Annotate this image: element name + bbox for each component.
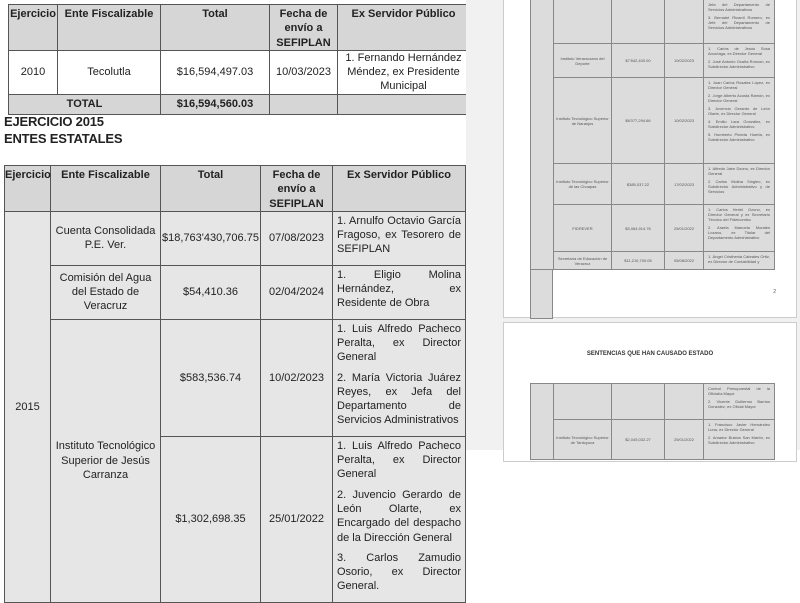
cell-ejercicio [531, 384, 554, 460]
header-ex: Ex Servidor Público [333, 166, 466, 212]
table-row [531, 384, 775, 420]
cell-ejercicio: 2010 [9, 50, 58, 94]
ex-servidor: 1. Arnulfo Octavio García Fragoso, ex Tesorero de SEFIPLAN [337, 214, 461, 256]
cell-ex [704, 252, 775, 270]
table-row [531, 0, 775, 44]
ex-servidor: 1. Juan Carlos Rosales López, ex Director General [708, 80, 770, 90]
table-row [531, 252, 775, 270]
page1-table [530, 0, 775, 270]
cell-total [612, 0, 665, 44]
cell-total: $385,037.22 [612, 164, 665, 205]
total-value: $16,594,560.03 [161, 94, 270, 114]
table-row [531, 205, 775, 252]
total-row [9, 94, 470, 114]
header-ejercicio: Ejercicio [5, 166, 51, 212]
cell-ente: Instituto Tecnológico Superior de Tantoyuca [554, 420, 612, 460]
cell-ente: Comisión del Agua del Estado de Veracruz [51, 265, 161, 319]
cell-fecha: 02/04/2024 [261, 265, 333, 319]
ex-servidor: 2. Juvencio Gerardo de León Olarte, ex Encargado del despacho de la Dirección General [337, 488, 461, 544]
cell-ex [704, 384, 775, 420]
cell-ente: Secretaría de Educación de Veracruz [554, 252, 612, 270]
cell-ex [704, 44, 775, 78]
ex-servidor: 1. Eligio Molina Hernández, ex Residente de Obra [337, 268, 461, 310]
cell-ente [554, 0, 612, 44]
cell-fecha: 25/01/2022 [665, 205, 704, 252]
header-fecha: Fecha de envío a SEFIPLAN [261, 166, 333, 212]
cell-fecha: 25/01/2022 [665, 420, 704, 460]
cell-fecha: 25/01/2022 [261, 436, 333, 602]
cell-ente: FIDREVER [554, 205, 612, 252]
ex-servidor: 1. Luis Alfredo Pacheco Peralta, ex Director General [337, 439, 461, 481]
ex-servidor: 2. Araela Manuela Morales Lozano, ex Titular del Departamento Administrativo [708, 225, 770, 240]
table-row [531, 164, 775, 205]
page-number: 2 [773, 289, 776, 295]
table-row [5, 319, 466, 436]
section-year: EJERCICIO 2015 [4, 114, 104, 129]
cell-ex [333, 265, 466, 319]
cell-ex [704, 164, 775, 205]
table-2015 [4, 165, 466, 603]
cell-fecha: 10/02/2023 [261, 319, 333, 436]
section-subtitle: ENTES ESTATALES [4, 131, 123, 146]
cell-fecha: 10/03/2023 [270, 50, 338, 94]
header-ex: Ex Servidor Público [338, 5, 470, 51]
cell-fecha: 10/02/2023 [665, 78, 704, 164]
ex-servidor: 3. Juvencio Gerardo de León Olarte, ex Director General [708, 106, 770, 116]
table-row [531, 78, 775, 164]
ex-servidor: Control Presupuestal de la Oficialía Mayor [708, 386, 770, 396]
cell-ex: 1. Fernando Hernández Méndez, ex Presidente Municipal [338, 50, 470, 94]
ex-servidor: 2. José Antonio Ocaña Roncon, ex Subdirector Administrativo [708, 59, 770, 69]
header-total: Total [161, 166, 261, 212]
table-row [5, 265, 466, 319]
cell-ente: Cuenta Consolidada P.E. Ver. [51, 211, 161, 265]
cell-total: $2,045,032.27 [612, 420, 665, 460]
ex-servidor: 2. Carlos Molina Singleo, ex Subdirector Administrativo y de Servicios [708, 179, 770, 194]
cell-ente: Tecolutla [58, 50, 161, 94]
cell-ente [554, 384, 612, 420]
ex-servidor: 2. Amador Bustos San Martín, ex Subdirector Administrativo [708, 435, 770, 445]
table-row [5, 211, 466, 265]
cell-ente: Instituto Tecnológico Superior de Naranjos [554, 78, 612, 164]
ex-servidor: 1. Carlos Heriel Ozono, ex Director General y ex Secretario Técnico del Fideicomiso [708, 207, 770, 222]
total-label: TOTAL [9, 94, 161, 114]
cell-ex [333, 319, 466, 436]
cell-ente: Instituto Tecnológico Superior de las Choapas [554, 164, 612, 205]
page-thumbnail-2[interactable] [503, 322, 797, 462]
ex-servidor: 1. Alfredo Jaén Dzono, ex Director General [708, 166, 770, 176]
ex-servidor: 3. Bernabé Ricardi Romero, ex Jefe del Departamento de Servicios Administrativos [708, 15, 770, 30]
table-row [531, 420, 775, 460]
ex-servidor: 1. Luis Alfredo Pacheco Peralta, ex Director General [337, 322, 461, 364]
header-ente: Ente Fiscalizable [58, 5, 161, 51]
cell-ex [704, 205, 775, 252]
page2-table [530, 383, 775, 460]
cell-total: $583,536.74 [161, 319, 261, 436]
cell-total: $11,210,700.05 [612, 252, 665, 270]
cell-total: $18,763'430,706.75 [161, 211, 261, 265]
header-total: Total [161, 5, 270, 51]
header-ente: Ente Fiscalizable [51, 166, 161, 212]
cell-total [612, 384, 665, 420]
cell-ex [704, 0, 775, 44]
cell-fecha: 10/02/2023 [665, 44, 704, 78]
table-row [9, 50, 470, 94]
cell-fecha [665, 384, 704, 420]
header-fecha: Fecha de envío a SEFIPLAN [270, 5, 338, 51]
cell-fecha [665, 0, 704, 44]
table-2010 [8, 4, 470, 115]
cell-ex [704, 420, 775, 460]
page2-title: SENTENCIAS QUE HAN CAUSADO ESTADO [586, 351, 714, 357]
cell-total: $7'842,400.00 [612, 44, 665, 78]
cell-ex [333, 211, 466, 265]
ex-servidor: 3. Carlos Zamudio Osorio, ex Director General. [337, 551, 461, 593]
cell-ex [704, 78, 775, 164]
cell-fecha: 17/02/2023 [665, 164, 704, 205]
cell-total: $3,064,914.76 [612, 205, 665, 252]
cell-ejercicio: 2015 [5, 211, 51, 602]
cell-ejercicio [531, 0, 554, 270]
cell-fecha: 07/08/2023 [261, 211, 333, 265]
header-ejercicio: Ejercicio [9, 5, 58, 51]
ex-servidor: 2. Jorge Alberto Acosta Ramón, ex Director General [708, 93, 770, 103]
ex-servidor: 1. Carlos de Jesús Sosa Arcuriaga, ex Director General [708, 46, 770, 56]
cell-total: $54,410.36 [161, 265, 261, 319]
ex-servidor: 4. Emilio Lara González, ex Subdirector Administrativo [708, 119, 770, 129]
page-thumbnail-1[interactable] [503, 0, 797, 318]
ex-servidor: 1. Ángel Cristhenia Cabrales Ortiz, ex Director de Contabilidad y [708, 254, 770, 264]
cell-ente: Instituto Tecnológico Superior de Jesús Carranza [51, 319, 161, 602]
cell-ente: Instituto Veracruzano del Deporte [554, 44, 612, 78]
cell-total: $16,594,497.03 [161, 50, 270, 94]
cell-total: $1,302,698.35 [161, 436, 261, 602]
ex-servidor: 2. Vicente Guillermo Barrios González, ex Oficial Mayor [708, 399, 770, 409]
ex-servidor: 1. Francisco Javier Hernández Luna, ex Director General [708, 422, 770, 432]
cell-fecha: 05/08/2022 [665, 252, 704, 270]
ex-servidor: 5. Humberto Pineda Huerta, ex Subdirector Administrativo [708, 132, 770, 142]
ex-servidor: 2. María Victoria Juárez Reyes, ex Jefa del Departamento de Servicios Administrativos [337, 371, 461, 427]
table-row [531, 44, 775, 78]
cell-total: $6'077,294.66 [612, 78, 665, 164]
cell-ex [333, 436, 466, 602]
ex-servidor: Jefa del Departamento de Servicios Administrativos [708, 2, 770, 12]
